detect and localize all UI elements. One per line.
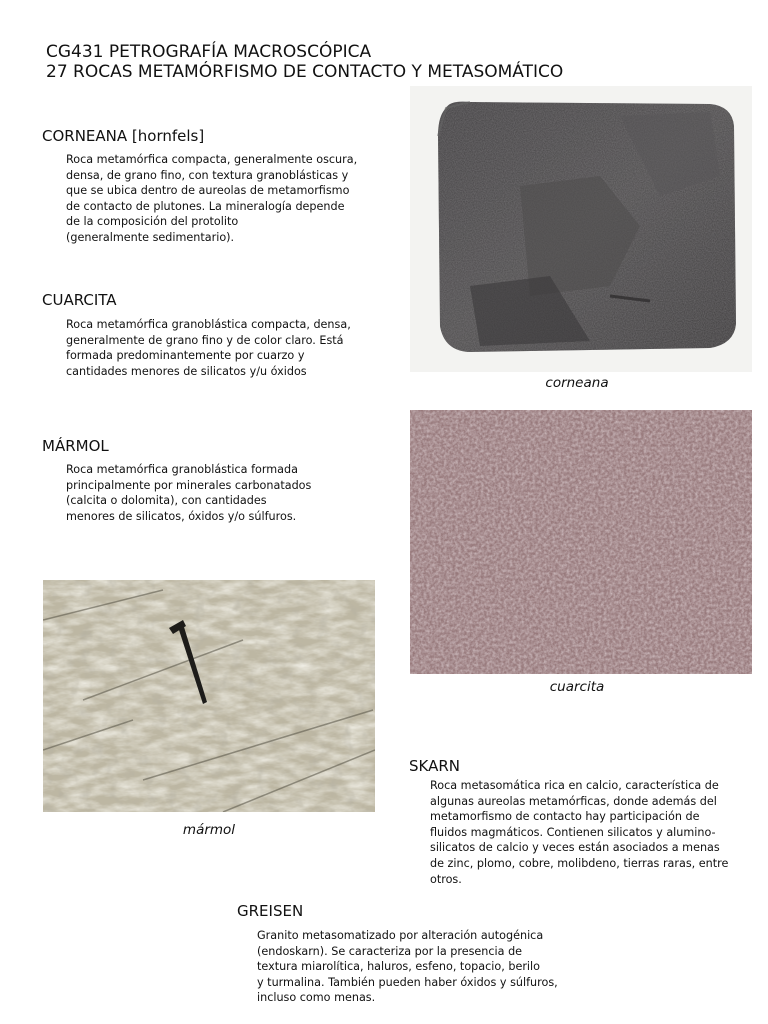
document-title: CG431 PETROGRAFÍA MACROSCÓPICA [46, 42, 372, 62]
section-text-marmol: Roca metamórfica granoblástica formada principalmente por minerales carbonatados (calcita o dolomita), con cantidades menores de silicatos, óxidos y/o súlfuros. [66, 463, 312, 523]
caption-cuarcita: cuarcita [549, 679, 605, 695]
section-title-cuarcita: CUARCITA [42, 291, 117, 309]
document-subtitle: 27 ROCAS METAMÓRFISMO DE CONTACTO Y METASOMÁTICO [46, 62, 564, 82]
cuarcita-photo [410, 410, 752, 674]
section-title-corneana: CORNEANA [hornfels] [42, 127, 205, 145]
section-text-cuarcita: Roca metamórfica granoblástica compacta, densa, generalmente de grano fino y de color claro. Está formada predominantemente por cuarzo y cantidades menores de silicatos y/u óxidos [66, 318, 351, 378]
corneana-photo [410, 86, 752, 372]
section-title-skarn: SKARN [409, 757, 460, 775]
section-text-skarn: Roca metasomática rica en calcio, característica de algunas aureolas metamórficas, donde además del metamorfismo de contacto hay participación de fluidos magmáticos. Contienen silicatos y alumino- silicatos de calcio y veces están asociados a menas de zinc, plomo, cobre, molibdeno, tierras raras, entre otros. [430, 779, 729, 886]
caption-marmol: mármol [182, 822, 236, 838]
section-title-greisen: GREISEN [237, 902, 304, 920]
caption-corneana: corneana [545, 375, 609, 391]
section-text-greisen: Granito metasomatizado por alteración autogénica (endoskarn). Se caracteriza por la presencia de textura miarolítica, haluros, esfeno, topacio, berilo y turmalina. También pueden haber óxidos y súlfuros, incluso como menas. [257, 929, 558, 1005]
marmol-photo [43, 580, 375, 812]
section-text-corneana: Roca metamórfica compacta, generalmente oscura, densa, de grano fino, con textura granoblásticas y que se ubica dentro de aureolas de metamorfismo de contacto de plutones. La mineralogía depende de la composición del protolito (generalmente sedimentario). [66, 153, 358, 244]
section-title-marmol: MÁRMOL [42, 437, 109, 455]
